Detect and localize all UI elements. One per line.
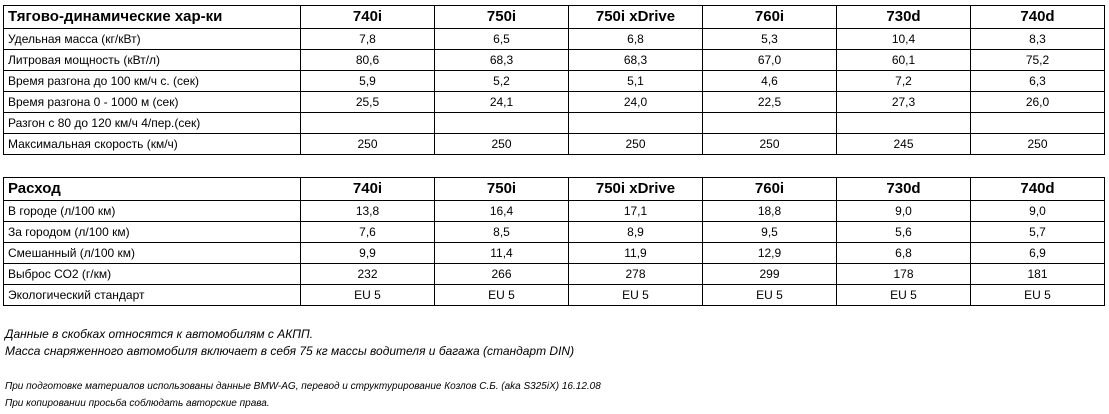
value-cell: 8,9 <box>569 222 703 243</box>
value-cell: 5,1 <box>569 71 703 92</box>
table-row <box>4 264 1105 285</box>
table-row <box>4 50 1105 71</box>
value-cell: 68,3 <box>569 50 703 71</box>
value-cell: 9,9 <box>301 243 435 264</box>
value-cell: 7,6 <box>301 222 435 243</box>
value-cell: 6,9 <box>971 243 1105 264</box>
row-label: Время разгона до 100 км/ч с. (сек) <box>4 71 301 92</box>
model-header: 740i <box>301 178 435 201</box>
value-cell: 5,7 <box>971 222 1105 243</box>
value-cell <box>569 113 703 134</box>
model-header: 740d <box>971 178 1105 201</box>
value-cell: 6,8 <box>837 243 971 264</box>
credit-line: При подготовке материалов использованы данные BMW-AG, перевод и структурирование Козлов С.Б. (aka S325iX) 16.12.08 <box>5 381 601 392</box>
value-cell: 11,4 <box>435 243 569 264</box>
value-cell: 250 <box>703 134 837 155</box>
value-cell: 22,5 <box>703 92 837 113</box>
row-label: В городе (л/100 км) <box>4 201 301 222</box>
value-cell <box>301 113 435 134</box>
value-cell: EU 5 <box>703 285 837 306</box>
credits <box>5 378 601 412</box>
value-cell: 181 <box>971 264 1105 285</box>
value-cell: 178 <box>837 264 971 285</box>
model-header: 750i xDrive <box>569 178 703 201</box>
value-cell: 10,4 <box>837 29 971 50</box>
value-cell: 12,9 <box>703 243 837 264</box>
value-cell: 8,3 <box>971 29 1105 50</box>
value-cell: 5,3 <box>703 29 837 50</box>
value-cell: 6,8 <box>569 29 703 50</box>
value-cell: 232 <box>301 264 435 285</box>
value-cell: EU 5 <box>435 285 569 306</box>
value-cell: 9,0 <box>837 201 971 222</box>
table-row <box>4 285 1105 306</box>
row-label: Разгон с 80 до 120 км/ч 4/пер.(сек) <box>4 113 301 134</box>
value-cell: 11,9 <box>569 243 703 264</box>
value-cell: 67,0 <box>703 50 837 71</box>
value-cell: 278 <box>569 264 703 285</box>
footnotes <box>5 326 574 360</box>
model-header: 760i <box>703 178 837 201</box>
consumption-table <box>3 177 1105 306</box>
value-cell: 5,6 <box>837 222 971 243</box>
value-cell: 18,8 <box>703 201 837 222</box>
model-header: 730d <box>837 6 971 29</box>
value-cell: 24,1 <box>435 92 569 113</box>
value-cell: 16,4 <box>435 201 569 222</box>
footnote-line: Масса снаряженного автомобиля включает в себя 75 кг массы водителя и багажа (стандарт DIN) <box>5 344 575 358</box>
value-cell: 8,5 <box>435 222 569 243</box>
value-cell: 6,3 <box>971 71 1105 92</box>
table-row <box>4 243 1105 264</box>
section-title: Тягово-динамические хар-ки <box>4 6 301 29</box>
value-cell: 245 <box>837 134 971 155</box>
model-header: 760i <box>703 6 837 29</box>
model-header: 750i xDrive <box>569 6 703 29</box>
value-cell: 60,1 <box>837 50 971 71</box>
value-cell: EU 5 <box>569 285 703 306</box>
value-cell: 13,8 <box>301 201 435 222</box>
value-cell: 250 <box>569 134 703 155</box>
value-cell <box>435 113 569 134</box>
row-label: За городом (л/100 км) <box>4 222 301 243</box>
value-cell <box>703 113 837 134</box>
table-row <box>4 71 1105 92</box>
value-cell: 5,2 <box>435 71 569 92</box>
table-row <box>4 201 1105 222</box>
value-cell: 6,5 <box>435 29 569 50</box>
model-header: 740i <box>301 6 435 29</box>
table-row <box>4 92 1105 113</box>
row-label: Максимальная скорость (км/ч) <box>4 134 301 155</box>
table-row <box>4 29 1105 50</box>
value-cell: EU 5 <box>837 285 971 306</box>
table-row <box>4 134 1105 155</box>
value-cell: 266 <box>435 264 569 285</box>
value-cell: 250 <box>435 134 569 155</box>
credit-line: При копировании просьба соблюдать авторские права. <box>5 398 270 409</box>
table-row <box>4 113 1105 134</box>
value-cell: 250 <box>301 134 435 155</box>
value-cell: 9,0 <box>971 201 1105 222</box>
value-cell <box>971 113 1105 134</box>
table-header-row <box>4 178 1105 201</box>
value-cell: 25,5 <box>301 92 435 113</box>
value-cell: EU 5 <box>971 285 1105 306</box>
model-header: 750i <box>435 6 569 29</box>
model-header: 730d <box>837 178 971 201</box>
row-label: Смешанный (л/100 км) <box>4 243 301 264</box>
model-header: 750i <box>435 178 569 201</box>
value-cell: 299 <box>703 264 837 285</box>
row-label: Время разгона 0 - 1000 м (сек) <box>4 92 301 113</box>
table-row <box>4 222 1105 243</box>
model-header: 740d <box>971 6 1105 29</box>
value-cell: 24,0 <box>569 92 703 113</box>
value-cell: 7,8 <box>301 29 435 50</box>
value-cell: 80,6 <box>301 50 435 71</box>
dynamics-table <box>3 5 1105 155</box>
row-label: Удельная масса (кг/кВт) <box>4 29 301 50</box>
value-cell: 75,2 <box>971 50 1105 71</box>
value-cell: EU 5 <box>301 285 435 306</box>
value-cell: 250 <box>971 134 1105 155</box>
footnote-line: Данные в скобках относятся к автомобилям с АКПП. <box>5 327 314 341</box>
value-cell: 17,1 <box>569 201 703 222</box>
value-cell: 4,6 <box>703 71 837 92</box>
table-header-row <box>4 6 1105 29</box>
value-cell: 9,5 <box>703 222 837 243</box>
row-label: Выброс СО2 (г/км) <box>4 264 301 285</box>
row-label: Литровая мощность (кВт/л) <box>4 50 301 71</box>
row-label: Экологический стандарт <box>4 285 301 306</box>
value-cell: 5,9 <box>301 71 435 92</box>
value-cell <box>837 113 971 134</box>
value-cell: 7,2 <box>837 71 971 92</box>
value-cell: 27,3 <box>837 92 971 113</box>
value-cell: 26,0 <box>971 92 1105 113</box>
value-cell: 68,3 <box>435 50 569 71</box>
section-title: Расход <box>4 178 301 201</box>
